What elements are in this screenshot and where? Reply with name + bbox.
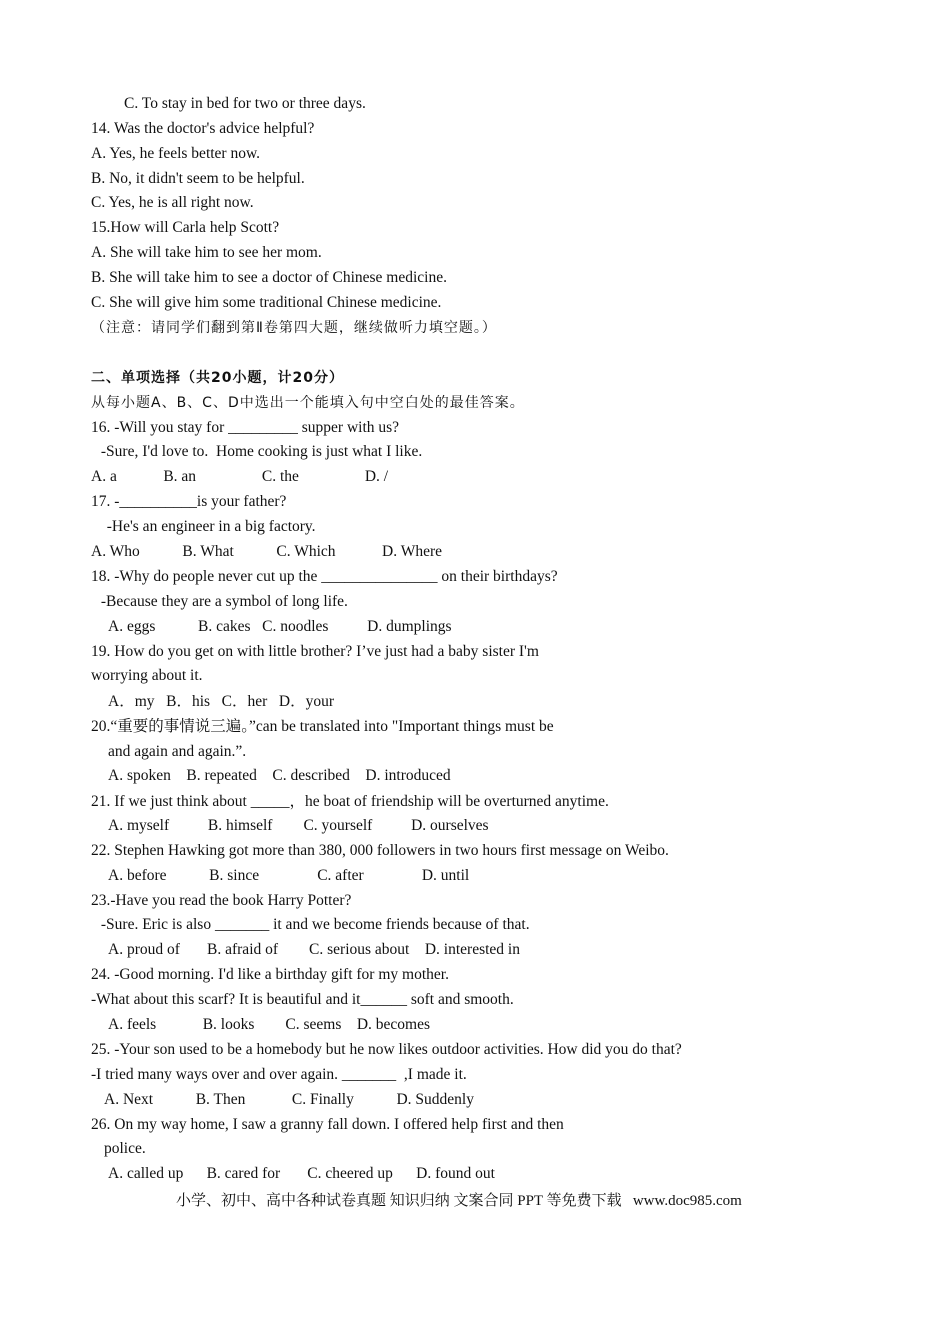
option-line: A. Who B. What C. Which D. Where: [91, 543, 443, 560]
option-line: A. myself B. himself C. yourself D. ourselves: [108, 817, 489, 834]
text-line: -Sure, I'd love to. Home cooking is just what I like.: [97, 443, 423, 460]
text-line: -Because they are a symbol of long life.: [97, 593, 348, 610]
option-line: C. She will give him some traditional Chinese medicine.: [91, 294, 442, 311]
page-footer: 小学、初中、高中各种试卷真题 知识归纳 文案合同 PPT 等免费下载 www.doc985.com: [176, 1193, 742, 1209]
option-line: A. Yes, he feels better now.: [91, 145, 261, 162]
section-instructions: 从每小题A、B、C、D中选出一个能填入句中空白处的最佳答案。: [91, 395, 525, 411]
question-23: 23.-Have you read the book Harry Potter?: [91, 892, 352, 909]
text-line: -I tried many ways over and over again. _______ ,I made it.: [91, 1066, 467, 1083]
question-25: 25. -Your son used to be a homebody but he now likes outdoor activities. How did you do that?: [91, 1041, 682, 1058]
question-21: 21. If we just think about _____，he boat of friendship will be overturned anytime.: [91, 793, 609, 810]
option-line: A. feels B. looks C. seems D. becomes: [108, 1016, 431, 1033]
option-line: C. Yes, he is all right now.: [91, 194, 254, 211]
question-20: 20.“重要的事情说三遍。”can be translated into "Important things must be: [91, 718, 554, 735]
option-line: A．my B．his C．her D．your: [108, 693, 335, 710]
text-line: -Sure. Eric is also _______ it and we become friends because of that.: [97, 916, 530, 933]
text-line: and again and again.”.: [108, 743, 247, 760]
option-line: A. eggs B. cakes C. noodles D. dumplings: [108, 618, 452, 635]
question-15: 15.How will Carla help Scott?: [91, 219, 280, 236]
text-line: -He's an engineer in a big factory.: [99, 518, 316, 535]
option-line: A. spoken B. repeated C. described D. introduced: [108, 767, 451, 784]
option-line: A. called up B. cared for C. cheered up D. found out: [108, 1165, 495, 1182]
text-line: C. To stay in bed for two or three days.: [124, 95, 366, 112]
option-line: A. before B. since C. after D. until: [108, 867, 470, 884]
question-26: 26. On my way home, I saw a granny fall down. I offered help first and then: [91, 1116, 564, 1133]
option-line: B. She will take him to see a doctor of Chinese medicine.: [91, 269, 447, 286]
text-line: police.: [104, 1140, 146, 1157]
option-line: B. No, it didn't seem to be helpful.: [91, 170, 305, 187]
text-line: worrying about it.: [91, 667, 203, 684]
question-24: 24. -Good morning. I'd like a birthday gift for my mother.: [91, 966, 449, 983]
option-line: A. She will take him to see her mom.: [91, 244, 322, 261]
notice-text: （注意：请同学们翻到第Ⅱ卷第四大题，继续做听力填空题。）: [91, 320, 497, 336]
question-19: 19. How do you get on with little brother? I’ve just had a baby sister I'm: [91, 643, 539, 660]
option-line: A. a B. an C. the D. /: [91, 468, 389, 485]
option-line: A. proud of B. afraid of C. serious about D. interested in: [108, 941, 520, 958]
question-16: 16. -Will you stay for _________ supper with us?: [91, 419, 400, 436]
option-line: A. Next B. Then C. Finally D. Suddenly: [104, 1091, 474, 1108]
text-line: -What about this scarf? It is beautiful and it______ soft and smooth.: [91, 991, 514, 1008]
question-18: 18. -Why do people never cut up the _______________ on their birthdays?: [91, 568, 558, 585]
question-22: 22. Stephen Hawking got more than 380, 000 followers in two hours first message on Weibo.: [91, 842, 669, 859]
section-heading: 二、单项选择（共20小题，计20分）: [91, 370, 344, 386]
question-17: 17. -__________is your father?: [91, 493, 287, 510]
question-14: 14. Was the doctor's advice helpful?: [91, 120, 315, 137]
